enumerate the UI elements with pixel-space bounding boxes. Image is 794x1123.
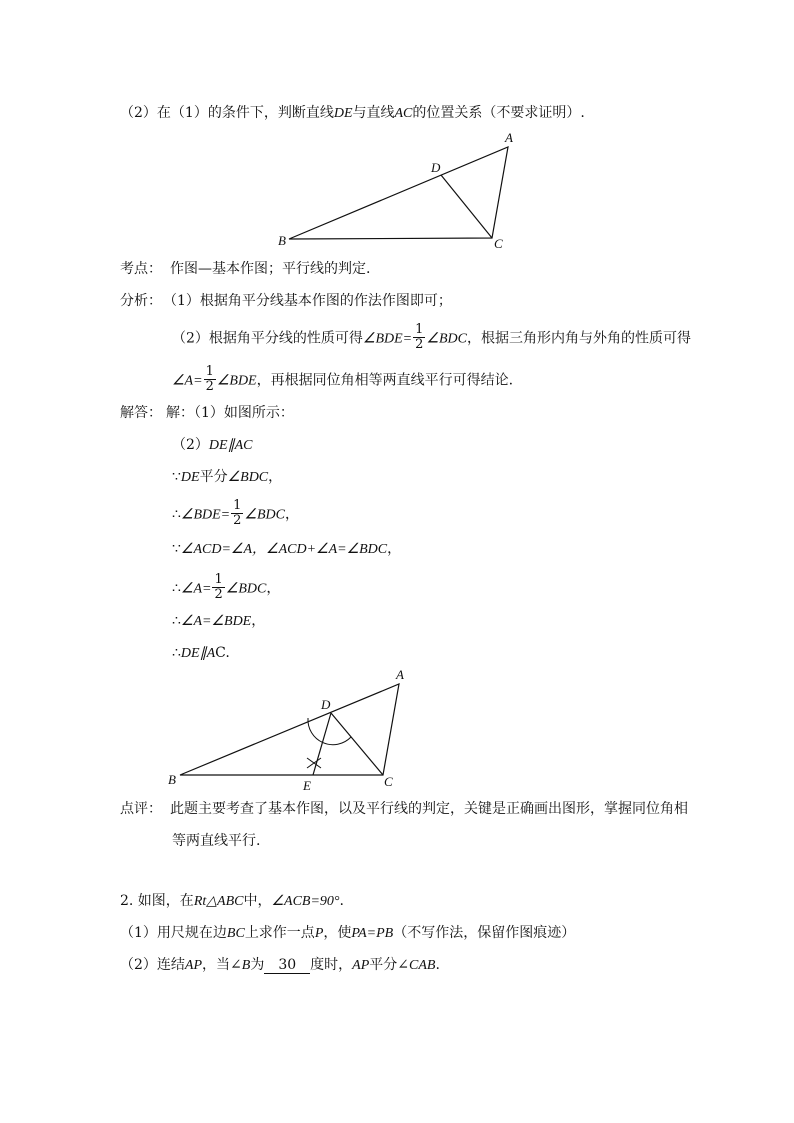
label-A-1: A (505, 130, 513, 145)
label-D-1: D (431, 160, 441, 175)
jieda-row-6: ∴∠A= $\frac{1}{2}$ ∠BDC， (172, 572, 281, 602)
fraction-half: $\frac{1}{2}$ (415, 322, 424, 352)
q2-stem: 2. 如图，在Rt△ABC中，∠ACB=90°. (120, 893, 344, 909)
kaodian-row: 考点： 作图—基本作图；平行线的判定. (120, 261, 371, 277)
label-C-1: C (494, 236, 503, 251)
q2-part1: （1）用尺规在边BC上求作一点P，使PA=PB（不写作法，保留作图痕迹） (120, 925, 576, 941)
fenxi-row-3: ∠A= $\frac{1}{2}$ ∠BDE，再根据同位角相等两直线平行可得结论. (172, 364, 514, 394)
construction-arc (308, 718, 351, 745)
q2-part2: （2）连结AP，当∠B为 30 度时，AP平分∠CAB. (120, 957, 440, 973)
jieda-row-2: （2）DE∥AC (172, 437, 253, 453)
jieda-row-1: 解答： 解：（1）如图所示： (120, 405, 294, 421)
fraction-half: $\frac{1}{2}$ (205, 364, 214, 394)
label-C-2: C (384, 774, 393, 789)
fenxi-row-2: （2）根据角平分线的性质可得∠BDE= $\frac{1}{2}$ ∠BDC，根据三角形内角与外角的性质可得 (172, 322, 691, 352)
label-B-2: B (168, 772, 176, 787)
jieda-row-4: ∴∠BDE= $\frac{1}{2}$ ∠BDC， (172, 498, 299, 528)
triangle-abc-2 (180, 684, 399, 775)
jieda-row-5: ∵∠ACD=∠A，∠ACD+∠A=∠BDC， (172, 541, 402, 557)
part2-question: （2）在（1）的条件下，判断直线DE与直线AC的位置关系（不要求证明）. (120, 105, 585, 121)
answer-blank: 30 (264, 957, 310, 974)
jieda-row-3: ∵DE平分∠BDC， (172, 469, 283, 485)
label-B-1: B (278, 233, 286, 248)
fraction-half: $\frac{1}{2}$ (214, 572, 223, 602)
dianping-row-2: 等两直线平行. (172, 833, 261, 849)
fraction-half: $\frac{1}{2}$ (233, 498, 242, 528)
dianping-row-1: 点评： 此题主要考查了基本作图，以及平行线的判定，关键是正确画出图形，掌握同位角相 (120, 801, 688, 817)
label-E-2: E (303, 778, 311, 793)
intersecting-arcs-mark (307, 758, 321, 768)
label-A-2: A (396, 667, 404, 682)
jieda-row-7: ∴∠A=∠BDE， (172, 613, 266, 629)
jieda-row-8: ∴DE∥AC. (172, 645, 230, 661)
fenxi-row-1: 分析： （1）根据角平分线基本作图的作法作图即可； (120, 293, 452, 309)
label-D-2: D (321, 697, 331, 712)
